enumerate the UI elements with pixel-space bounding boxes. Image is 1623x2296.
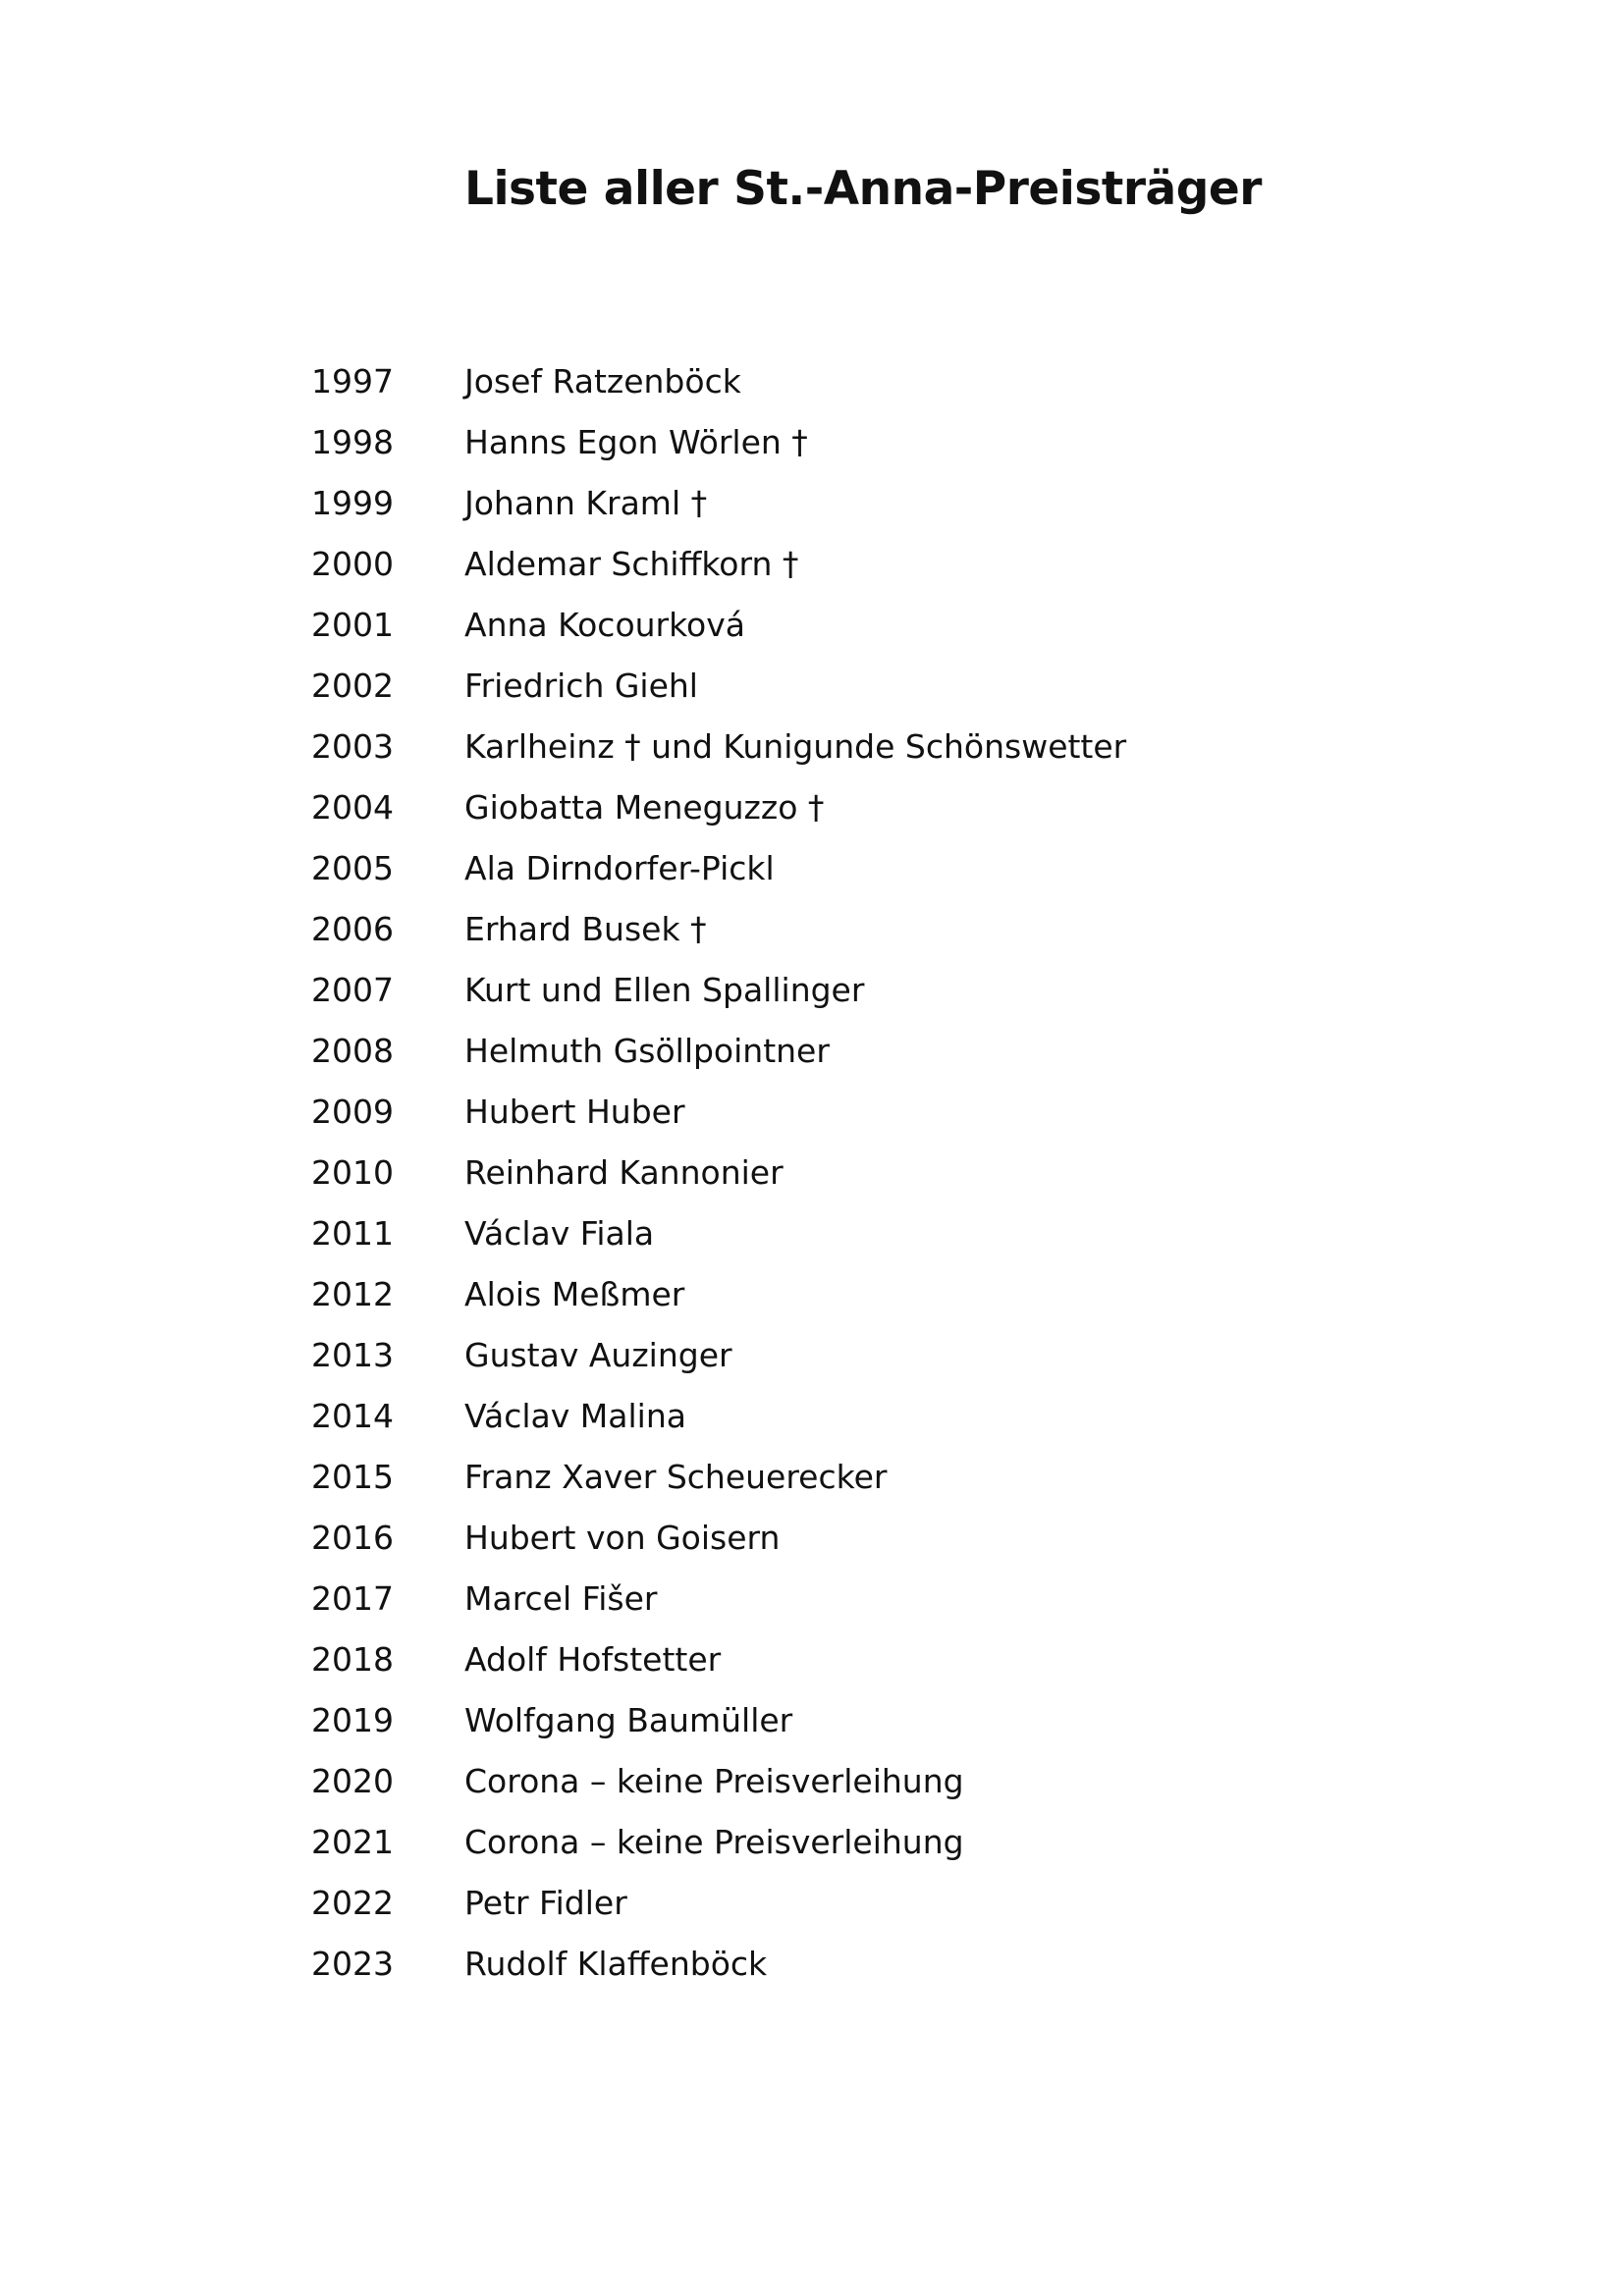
laureate-year: 2002 — [311, 667, 394, 705]
laureate-year: 2006 — [311, 910, 394, 948]
laureate-year: 2003 — [311, 727, 394, 766]
list-item — [0, 534, 1623, 595]
list-item — [0, 1873, 1623, 1934]
laureate-name: Petr Fidler — [464, 1884, 627, 1922]
laureate-year: 2008 — [311, 1032, 394, 1070]
list-item — [0, 351, 1623, 412]
list-item — [0, 1203, 1623, 1264]
laureate-name: Adolf Hofstetter — [464, 1640, 722, 1679]
list-item — [0, 960, 1623, 1021]
laureate-year: 2014 — [311, 1397, 394, 1435]
list-item — [0, 1690, 1623, 1751]
laureate-name: Erhard Busek † — [464, 910, 707, 948]
laureate-name: Václav Fiala — [464, 1214, 655, 1253]
laureate-name: Kurt und Ellen Spallinger — [464, 971, 865, 1009]
list-item — [0, 1447, 1623, 1508]
list-item — [0, 1629, 1623, 1690]
laureate-year: 2015 — [311, 1458, 394, 1496]
laureate-name: Hubert von Goisern — [464, 1519, 781, 1557]
laureate-name: Ala Dirndorfer-Pickl — [464, 849, 775, 887]
list-item — [0, 1508, 1623, 1569]
laureate-name: Corona – keine Preisverleihung — [464, 1823, 964, 1861]
list-item — [0, 899, 1623, 960]
laureate-name: Josef Ratzenböck — [464, 362, 741, 400]
laureate-year: 2005 — [311, 849, 394, 887]
laureate-year: 2012 — [311, 1275, 394, 1313]
laureate-name: Anna Kocourková — [464, 606, 745, 644]
laureate-year: 2022 — [311, 1884, 394, 1922]
laureate-name: Rudolf Klaffenböck — [464, 1945, 768, 1983]
list-item — [0, 1934, 1623, 1995]
laureate-year: 2001 — [311, 606, 394, 644]
laureate-name: Hanns Egon Wörlen † — [464, 423, 808, 461]
list-item — [0, 1082, 1623, 1143]
laureate-name: Corona – keine Preisverleihung — [464, 1762, 964, 1800]
list-item — [0, 1325, 1623, 1386]
laureate-year: 2010 — [311, 1153, 394, 1192]
laureate-name: Aldemar Schiffkorn † — [464, 545, 799, 583]
page-title: Liste aller St.-Anna-Preisträger — [464, 162, 1262, 216]
list-item — [0, 595, 1623, 656]
laureate-year: 2018 — [311, 1640, 394, 1679]
laureate-name: Alois Meßmer — [464, 1275, 685, 1313]
list-item — [0, 412, 1623, 473]
laureate-year: 2017 — [311, 1579, 394, 1618]
laureate-name: Giobatta Meneguzzo † — [464, 788, 825, 827]
list-item — [0, 777, 1623, 838]
laureate-name: Reinhard Kannonier — [464, 1153, 784, 1192]
list-item — [0, 1569, 1623, 1629]
laureate-name: Marcel Fišer — [464, 1579, 658, 1618]
laureate-name: Johann Kraml † — [464, 484, 708, 522]
laureate-year: 2016 — [311, 1519, 394, 1557]
laureate-name: Václav Malina — [464, 1397, 686, 1435]
laureate-year: 2011 — [311, 1214, 394, 1253]
laureate-year: 1997 — [311, 362, 394, 400]
list-item — [0, 1751, 1623, 1812]
laureate-year: 2021 — [311, 1823, 394, 1861]
laureate-year: 2023 — [311, 1945, 394, 1983]
laureate-name: Karlheinz † und Kunigunde Schönswetter — [464, 727, 1127, 766]
laureate-name: Hubert Huber — [464, 1093, 685, 1131]
list-item — [0, 717, 1623, 777]
laureate-year: 2020 — [311, 1762, 394, 1800]
laureate-year: 2004 — [311, 788, 394, 827]
laureate-name: Franz Xaver Scheuerecker — [464, 1458, 888, 1496]
laureate-name: Friedrich Giehl — [464, 667, 698, 705]
list-item — [0, 656, 1623, 717]
laureate-year: 1998 — [311, 423, 394, 461]
laureate-year: 2009 — [311, 1093, 394, 1131]
laureate-name: Helmuth Gsöllpointner — [464, 1032, 830, 1070]
laureate-year: 1999 — [311, 484, 394, 522]
laureate-year: 2007 — [311, 971, 394, 1009]
laureate-year: 2013 — [311, 1336, 394, 1374]
list-item — [0, 1264, 1623, 1325]
list-item — [0, 1143, 1623, 1203]
laureate-year: 2000 — [311, 545, 394, 583]
list-item — [0, 473, 1623, 534]
laureate-year: 2019 — [311, 1701, 394, 1739]
laureate-name: Wolfgang Baumüller — [464, 1701, 793, 1739]
list-item — [0, 838, 1623, 899]
laureate-name: Gustav Auzinger — [464, 1336, 732, 1374]
list-item — [0, 1021, 1623, 1082]
list-item — [0, 1386, 1623, 1447]
list-item — [0, 1812, 1623, 1873]
